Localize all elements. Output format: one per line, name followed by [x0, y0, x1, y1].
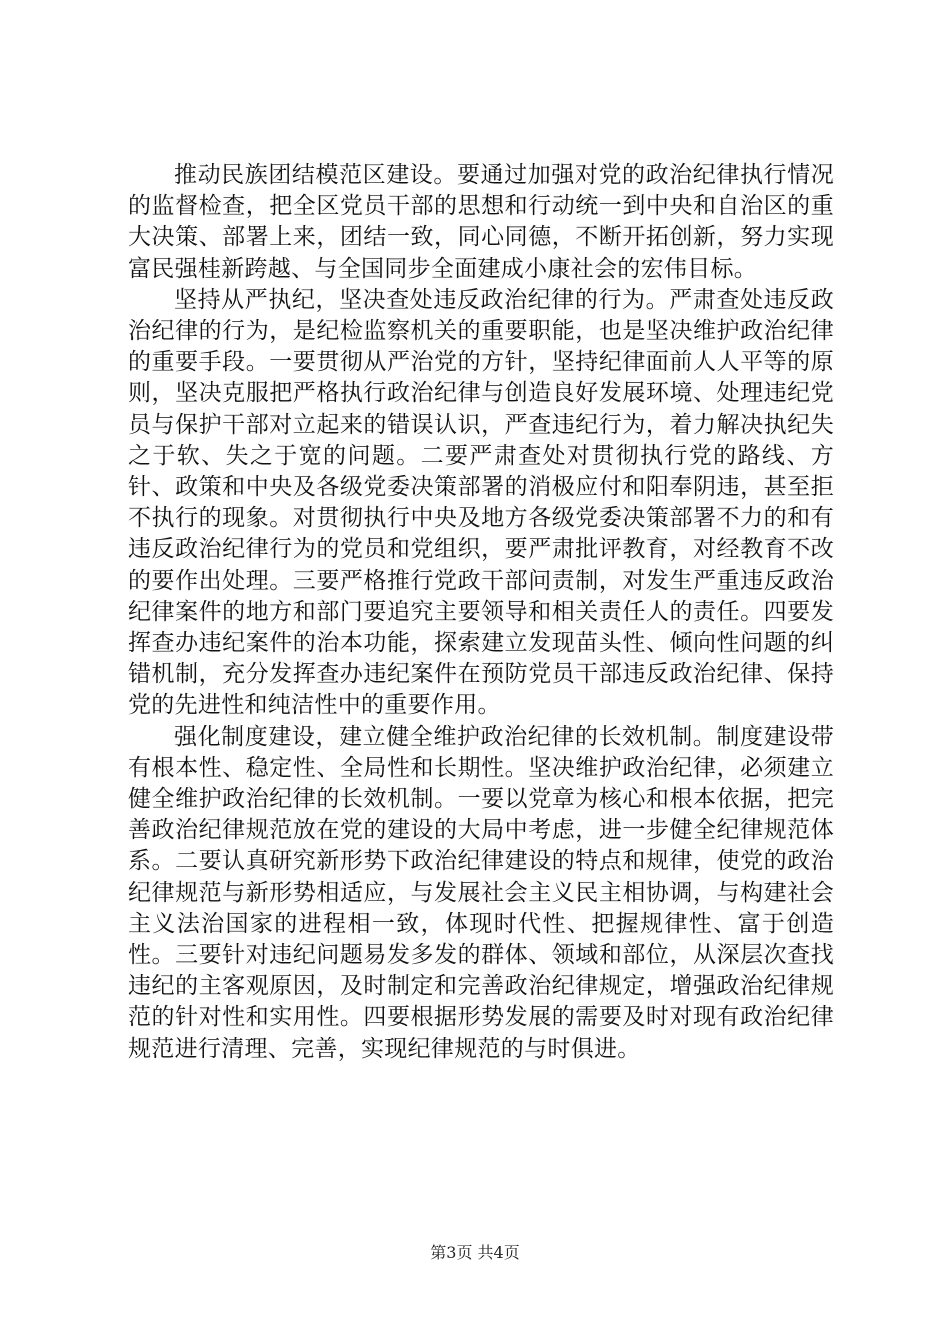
paragraph-1: 推动民族团结模范区建设。要通过加强对党的政治纪律执行情况的监督检查，把全区党员干部的思想和行动统一到中央和自治区的重大决策、部署上来，团结一致，同心同德，不断开拓创新，努力实现富民强桂新跨越、与全国同步全面建成小康社会的宏伟目标。	[128, 162, 834, 282]
page-number-footer: 第3页 共4页	[430, 1243, 520, 1262]
document-body	[128, 160, 834, 1065]
paragraph-3: 强化制度建设，建立健全维护政治纪律的长效机制。制度建设带有根本性、稳定性、全局性和长期性。坚决维护政治纪律，必须建立健全维护政治纪律的长效机制。一要以党章为核心和根本依据，把完善政治纪律规范放在党的建设的大局中考虑，进一步健全纪律规范体系。二要认真研究新形势下政治纪律建设的特点和规律，使党的政治纪律规范与新形势相适应，与发展社会主义民主相协调，与构建社会主义法治国家的进程相一致，体现时代性、把握规律性、富于创造性。三要针对违纪问题易发多发的群体、领域和部位，从深层次查找违纪的主客观原因，及时制定和完善政治纪律规定，增强政治纪律规范的针对性和实用性。四要根据形势发展的需要及时对现有政治纪律规范进行清理、完善，实现纪律规范的与时俱进。	[128, 723, 834, 1062]
paragraph-2: 坚持从严执纪，坚决查处违反政治纪律的行为。严肃查处违反政治纪律的行为，是纪检监察机关的重要职能，也是坚决维护政治纪律的重要手段。一要贯彻从严治党的方针，坚持纪律面前人人平等的原则，坚决克服把严格执行政治纪律与创造良好发展环境、处理违纪党员与保护干部对立起来的错误认识，严查违纪行为，着力解决执纪失之于软、失之于宽的问题。二要严肃查处对贯彻执行党的路线、方针、政策和中央及各级党委决策部署的消极应付和阳奉阴违，甚至拒不执行的现象。对贯彻执行中央及地方各级党委决策部署不力的和有违反政治纪律行为的党员和党组织，要严肃批评教育，对经教育不改的要作出处理。三要严格推行党政干部问责制，对发生严重违反政治纪律案件的地方和部门要追究主要领导和相关责任人的责任。四要发挥查办违纪案件的治本功能，探索建立发现苗头性、倾向性问题的纠错机制，充分发挥查办违纪案件在预防党员干部违反政治纪律、保持党的先进性和纯洁性中的重要作用。	[128, 286, 834, 719]
